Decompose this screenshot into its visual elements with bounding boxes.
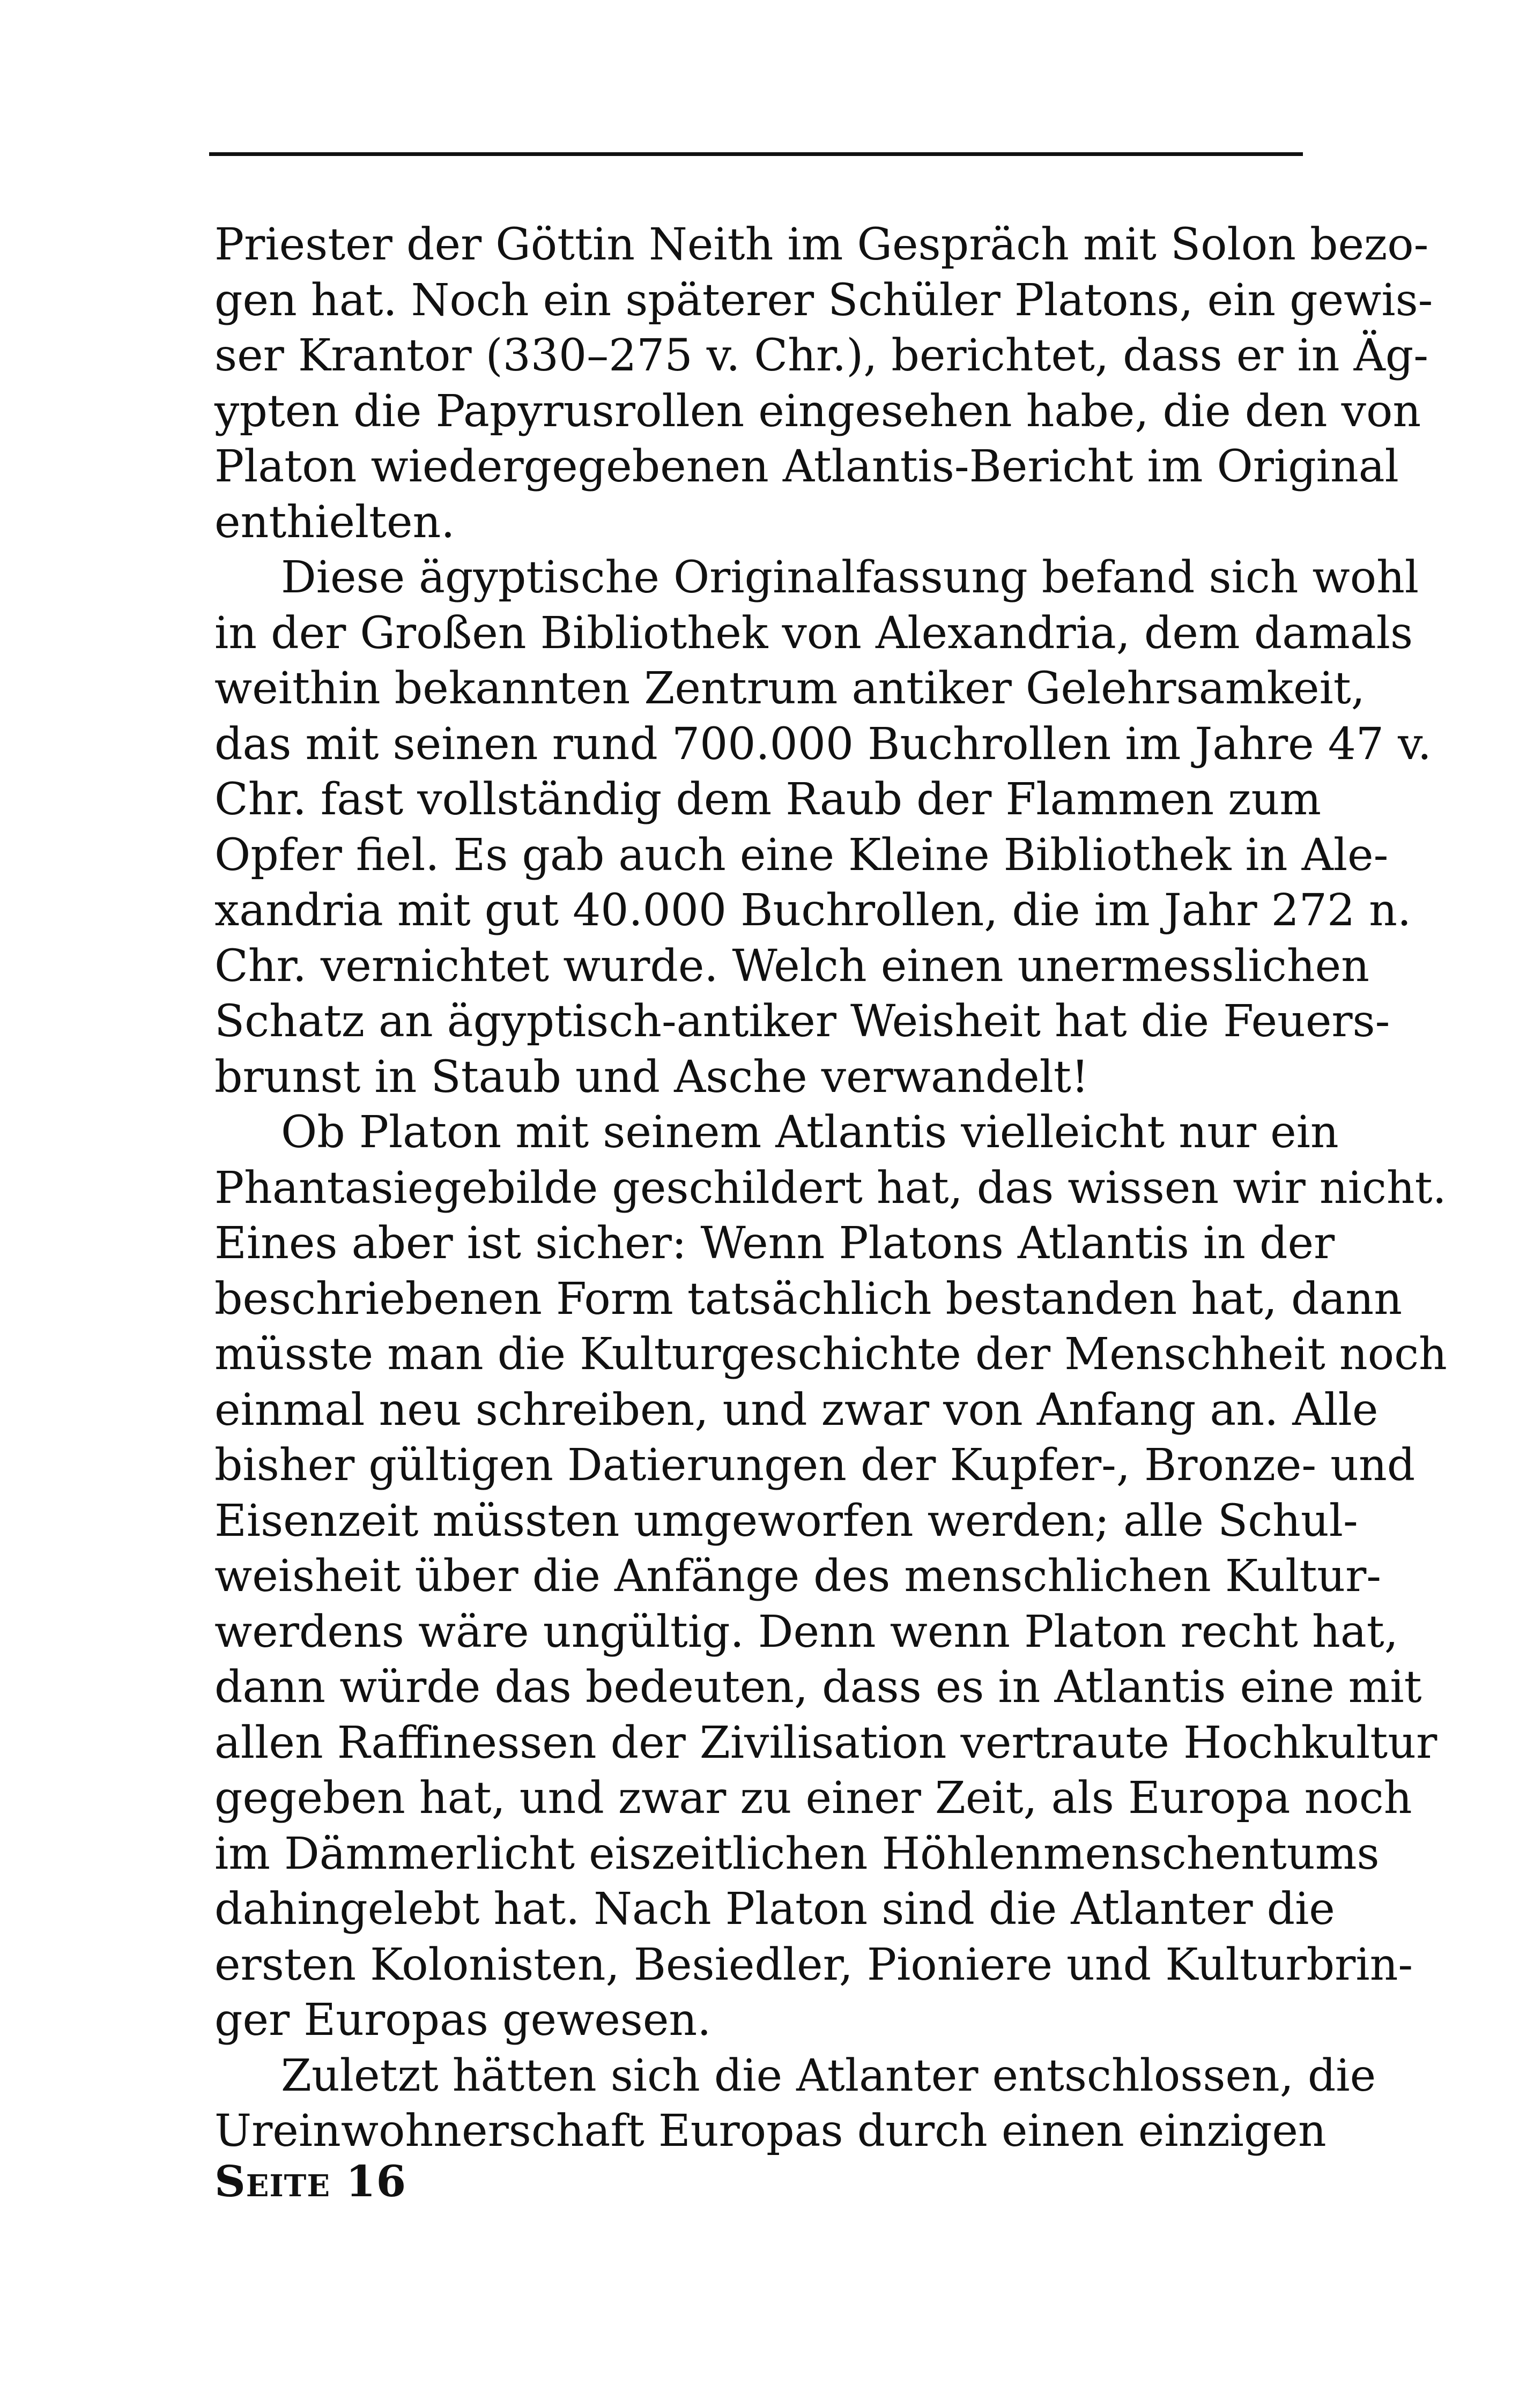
text-line: werdens wäre ungültig. Denn wenn Platon recht hat,: [214, 1606, 1398, 1658]
text-line: beschriebenen Form tatsächlich bestanden hat, dann: [214, 1273, 1403, 1325]
text-line: ersten Kolonisten, Besiedler, Pioniere und Kulturbrin-: [214, 1939, 1413, 1990]
text-line: Priester der Göttin Neith im Gespräch mit Solon bezo-: [214, 219, 1429, 270]
text-line: müsste man die Kulturgeschichte der Menschheit noch: [214, 1329, 1447, 1380]
text-line: Opfer fiel. Es gab auch eine Kleine Bibliothek in Ale-: [214, 829, 1389, 881]
body-text: [214, 217, 1447, 2159]
text-line: ser Krantor (330–275 v. Chr.), berichtet, dass er in Äg-: [214, 330, 1429, 381]
text-line: Phantasiegebilde geschildert hat, das wissen wir nicht.: [214, 1162, 1447, 1214]
text-line: allen Raffinessen der Zivilisation vertraute Hochkultur: [214, 1717, 1438, 1768]
text-line: gen hat. Noch ein späterer Schüler Platons, ein gewis-: [214, 274, 1433, 326]
text-line: xandria mit gut 40.000 Buchrollen, die im Jahr 272 n.: [214, 885, 1412, 936]
text-line: bisher gültigen Datierungen der Kupfer-, Bronze- und: [214, 1440, 1416, 1491]
paragraph: [214, 217, 1433, 550]
paragraph: [214, 1105, 1447, 2048]
text-line: dann würde das bedeuten, dass es in Atlantis eine mit: [214, 1662, 1422, 1713]
text-line: Eines aber ist sicher: Wenn Platons Atlantis in der: [214, 1218, 1335, 1269]
text-line: im Dämmerlicht eiszeitlichen Höhlenmenschentums: [214, 1828, 1380, 1879]
page-number: Seite 16: [214, 2156, 407, 2206]
text-line: Ureinwohnerschaft Europas durch einen einzigen: [214, 2106, 1327, 2157]
text-line: Platon wiedergegebenen Atlantis-Bericht im Original: [214, 441, 1399, 492]
text-line: Chr. fast vollständig dem Raub der Flammen zum: [214, 774, 1322, 825]
header-rule: [209, 152, 1303, 156]
text-line: dahingelebt hat. Nach Platon sind die Atlanter die: [214, 1884, 1335, 1935]
text-line: ger Europas gewesen.: [214, 1995, 712, 2046]
paragraph: [214, 550, 1432, 1105]
text-line: Schatz an ägyptisch-antiker Weisheit hat die Feuers-: [214, 996, 1390, 1047]
paragraph: [214, 2048, 1376, 2159]
text-line: Eisenzeit müssten umgeworfen werden; alle Schul-: [214, 1495, 1358, 1547]
text-line: in der Großen Bibliothek von Alexandria, dem damals: [214, 607, 1413, 659]
text-line: enthielten.: [214, 496, 455, 548]
text-line: Chr. vernichtet wurde. Welch einen unermesslichen: [214, 940, 1369, 992]
text-line: das mit seinen rund 700.000 Buchrollen im Jahre 47 v.: [214, 718, 1432, 770]
text-line: Diese ägyptische Originalfassung befand sich wohl: [281, 552, 1419, 603]
text-line: brunst in Staub und Asche verwandelt!: [214, 1051, 1089, 1103]
text-line: ypten die Papyrusrollen eingesehen habe, die den von: [214, 385, 1421, 437]
text-line: weisheit über die Anfänge des menschlichen Kultur-: [214, 1551, 1382, 1602]
text-line: gegeben hat, und zwar zu einer Zeit, als Europa noch: [214, 1773, 1412, 1824]
text-line: Ob Platon mit seinem Atlantis vielleicht nur ein: [281, 1107, 1339, 1158]
text-line: Zuletzt hätten sich die Atlanter entschlossen, die: [281, 2050, 1376, 2101]
text-line: weithin bekannten Zentrum antiker Gelehrsamkeit,: [214, 663, 1365, 714]
text-line: einmal neu schreiben, und zwar von Anfang an. Alle: [214, 1384, 1379, 1436]
